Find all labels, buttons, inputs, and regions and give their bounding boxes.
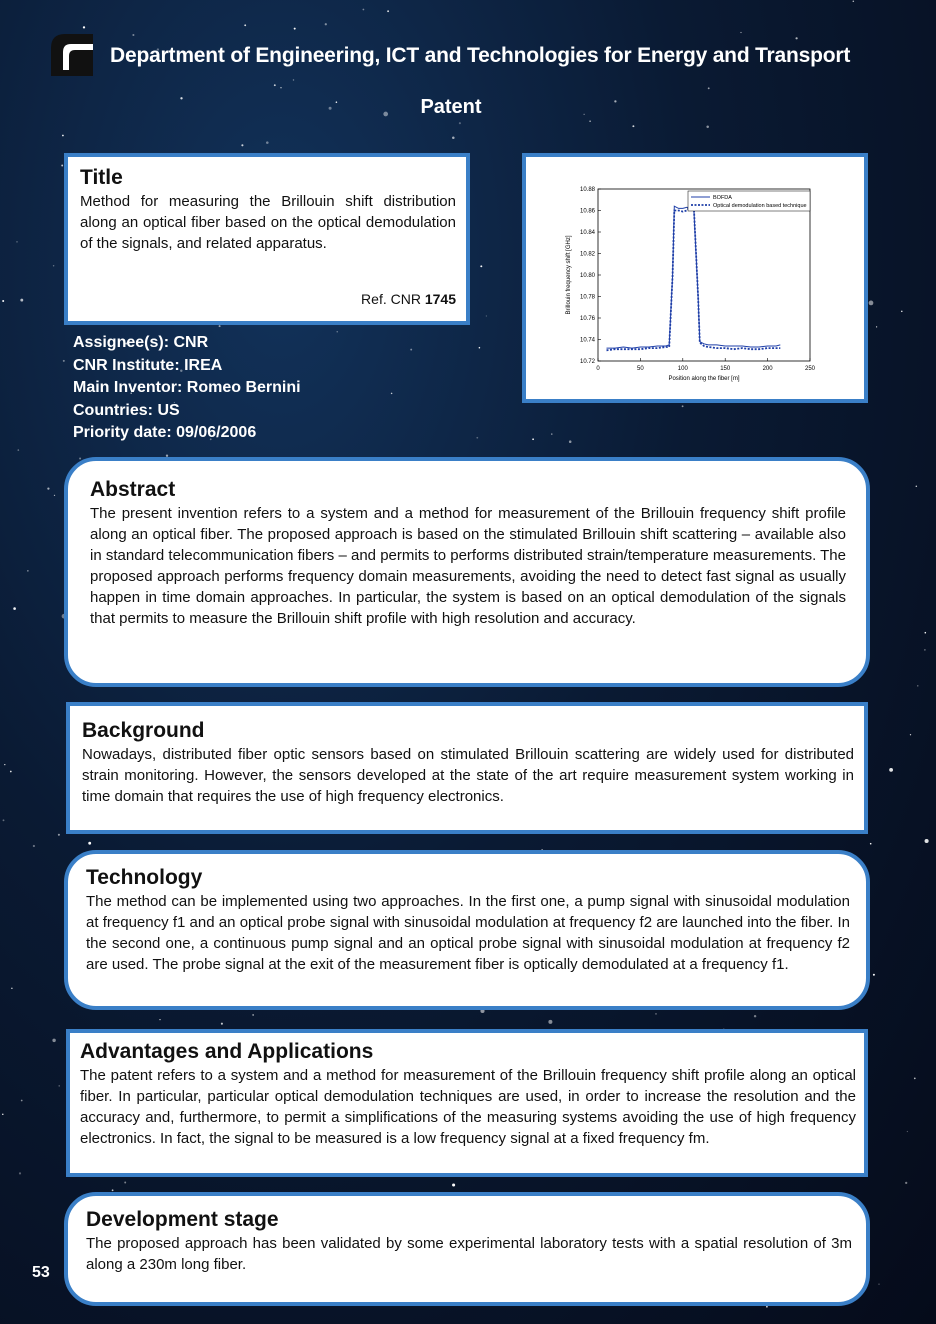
y-tick-label: 10.80 <box>579 273 595 279</box>
star <box>479 347 481 349</box>
abstract-heading: Abstract <box>90 478 176 501</box>
star <box>916 485 918 487</box>
y-tick-label: 10.72 <box>579 359 595 365</box>
star <box>901 311 902 312</box>
star <box>325 23 327 25</box>
legend-label-1: BOFDA <box>713 195 732 201</box>
series-line-1 <box>607 206 781 348</box>
series-line-2 <box>607 204 781 350</box>
development-panel <box>64 1192 870 1306</box>
background-heading: Background <box>82 719 205 742</box>
star <box>280 87 281 88</box>
star <box>27 570 28 571</box>
star <box>2 300 4 302</box>
star <box>132 34 134 36</box>
star <box>33 845 35 847</box>
star <box>2 1114 3 1115</box>
star <box>21 1100 23 1102</box>
advantages-heading: Advantages and Applications <box>80 1040 374 1063</box>
cnr-logo <box>47 30 99 78</box>
countries: Countries: US <box>73 401 180 419</box>
star <box>274 84 276 86</box>
star <box>3 819 5 821</box>
x-tick-label: 100 <box>677 366 688 372</box>
star <box>924 649 925 650</box>
y-tick-label: 10.88 <box>579 187 595 193</box>
star <box>61 165 63 167</box>
star <box>19 1172 21 1174</box>
star <box>876 326 877 327</box>
star <box>363 9 365 11</box>
abstract-panel <box>64 457 870 687</box>
star <box>873 974 875 976</box>
star <box>59 1085 60 1086</box>
star <box>294 28 296 30</box>
abstract-text: The present invention refers to a system and a method for measurement of the Brillouin frequency shift profile along an optical fiber. The proposed approach is based on the stimulated Brillouin shift scattering – available also in standard telecommunication fibers – and permits to performs distributed strain/temperature measurements. The proposed approach performs frequency domain measurements, avoiding the need to detect fast signal as usually happen in time domain approaches. In particular, the system is based on an optical demodulation of the signals that permits to measure the Brillouin shift profile with high resolution and accuracy. <box>90 505 846 627</box>
priority-date: Priority date: 09/06/2006 <box>73 424 257 441</box>
ref-value: 1745 <box>424 291 456 307</box>
star <box>47 487 49 489</box>
star <box>62 135 64 137</box>
star <box>853 1 855 3</box>
star <box>252 1014 253 1015</box>
y-tick-label: 10.76 <box>579 316 595 322</box>
star <box>20 299 23 302</box>
star <box>112 1189 114 1191</box>
star <box>4 764 5 765</box>
star <box>159 1019 160 1020</box>
star <box>83 26 85 28</box>
star <box>391 393 393 395</box>
star <box>878 1283 879 1284</box>
title-text: Method for measuring the Brillouin shift distribution along an optical fiber based on the optical demodulation of the signals, and related apparatus. <box>80 193 456 252</box>
star <box>532 438 534 440</box>
star <box>452 137 455 140</box>
star <box>476 437 478 439</box>
star <box>293 79 294 80</box>
y-tick-label: 10.84 <box>579 230 595 236</box>
star <box>241 144 243 146</box>
star <box>480 265 482 267</box>
star <box>914 1078 916 1080</box>
star <box>16 241 17 242</box>
star <box>244 24 246 26</box>
brillouin-chart <box>526 157 864 399</box>
star <box>740 32 741 33</box>
assignee: Assignee(s): CNR <box>73 334 209 351</box>
star <box>589 120 591 122</box>
technology-heading: Technology <box>86 866 203 889</box>
star <box>910 734 911 735</box>
page-number: 53 <box>32 1264 50 1281</box>
star <box>337 331 338 332</box>
main-inventor: Main Inventor: Romeo Bernini <box>73 379 301 396</box>
star <box>18 449 20 451</box>
legend-label-2: Optical demodulation based technique <box>713 203 807 209</box>
star <box>655 1013 657 1015</box>
star <box>569 440 572 443</box>
star <box>682 405 684 407</box>
star <box>869 301 874 306</box>
background-panel <box>66 702 868 834</box>
star <box>410 349 412 351</box>
y-tick-label: 10.78 <box>579 294 595 301</box>
star <box>632 125 634 127</box>
y-tick-label: 10.86 <box>579 208 595 215</box>
star <box>548 1020 552 1024</box>
star <box>58 834 60 836</box>
star <box>13 607 16 610</box>
technology-panel <box>64 850 870 1010</box>
reference-number <box>361 291 456 307</box>
institute: CNR Institute: IREA <box>73 356 223 374</box>
star <box>124 1182 126 1184</box>
star <box>459 122 461 124</box>
star <box>88 842 91 845</box>
advantages-text: The patent refers to a system and a method for measurement of the Brillouin frequency shift profile along an optical fiber. In particular, particular optical demodulation techniques are used, in order to increase the resolution and the accuracy and, furthermore, to permit a simplifications of the measuring systems avoiding the use of high frequency electronics. In fact, the signal to be measured is a low frequency signal at a fixed frequency fm. <box>80 1067 856 1147</box>
y-tick-label: 10.74 <box>579 337 595 344</box>
title-heading: Title <box>80 166 123 189</box>
star <box>486 315 487 316</box>
x-axis-label: Position along the fiber [m] <box>668 376 740 382</box>
background-text: Nowadays, distributed fiber optic sensors based on stimulated Brillouin scattering are widely used for distributed strain monitoring. However, the sensors developed at the state of the art require measurement system working in time domain that requires the use of high frequency electronics. <box>82 746 854 805</box>
plot-frame <box>598 189 810 361</box>
chart-panel <box>522 153 868 403</box>
y-axis-label: Brillouin frequency shift [GHz] <box>566 235 572 315</box>
x-tick-label: 0 <box>596 366 600 372</box>
star <box>551 433 552 434</box>
star <box>766 1306 768 1308</box>
x-tick-label: 150 <box>720 366 731 372</box>
star <box>53 265 54 266</box>
star <box>889 768 893 772</box>
y-tick-label: 10.82 <box>579 251 595 258</box>
star <box>63 360 65 362</box>
patent-info <box>73 332 301 445</box>
star <box>11 988 12 989</box>
star <box>52 1039 55 1042</box>
star <box>917 685 918 686</box>
star <box>79 457 81 459</box>
star <box>795 37 797 39</box>
star <box>907 1131 908 1132</box>
advantages-panel <box>66 1029 868 1177</box>
title-panel <box>64 153 470 325</box>
star <box>54 495 55 496</box>
star <box>706 126 709 129</box>
development-text: The proposed approach has been validated by some experimental laboratory tests with a spatial resolution of 3m along a 230m long fiber. <box>86 1235 852 1273</box>
star <box>754 1015 756 1017</box>
star <box>387 10 389 12</box>
star <box>266 141 269 144</box>
x-tick-label: 200 <box>762 366 773 372</box>
star <box>925 839 929 843</box>
technology-text: The method can be implemented using two approaches. In the first one, a pump signal with sinusoidal modulation at frequency f1 and an optical probe signal with sinusoidal modulation at frequency f2 are launched into the fiber. In the second one, a continuous pump signal and an optical probe signal with sinusoidal modulation at frequency f2 are used. The probe signal at the exit of the measurement fiber is optically demodulated at a frequency f1. <box>86 893 850 973</box>
department-title: Department of Engineering, ICT and Technologies for Energy and Transport <box>110 44 851 67</box>
category-label: Patent <box>420 96 482 118</box>
star <box>708 87 710 89</box>
ref-prefix: Ref. CNR <box>361 291 425 307</box>
star <box>10 771 12 773</box>
star <box>905 1182 907 1184</box>
development-heading: Development stage <box>86 1208 279 1231</box>
star <box>452 1183 455 1186</box>
star <box>219 325 221 327</box>
star <box>221 1023 223 1025</box>
star <box>925 632 927 634</box>
star <box>870 843 872 845</box>
x-tick-label: 50 <box>637 366 644 372</box>
x-tick-label: 250 <box>804 366 816 372</box>
